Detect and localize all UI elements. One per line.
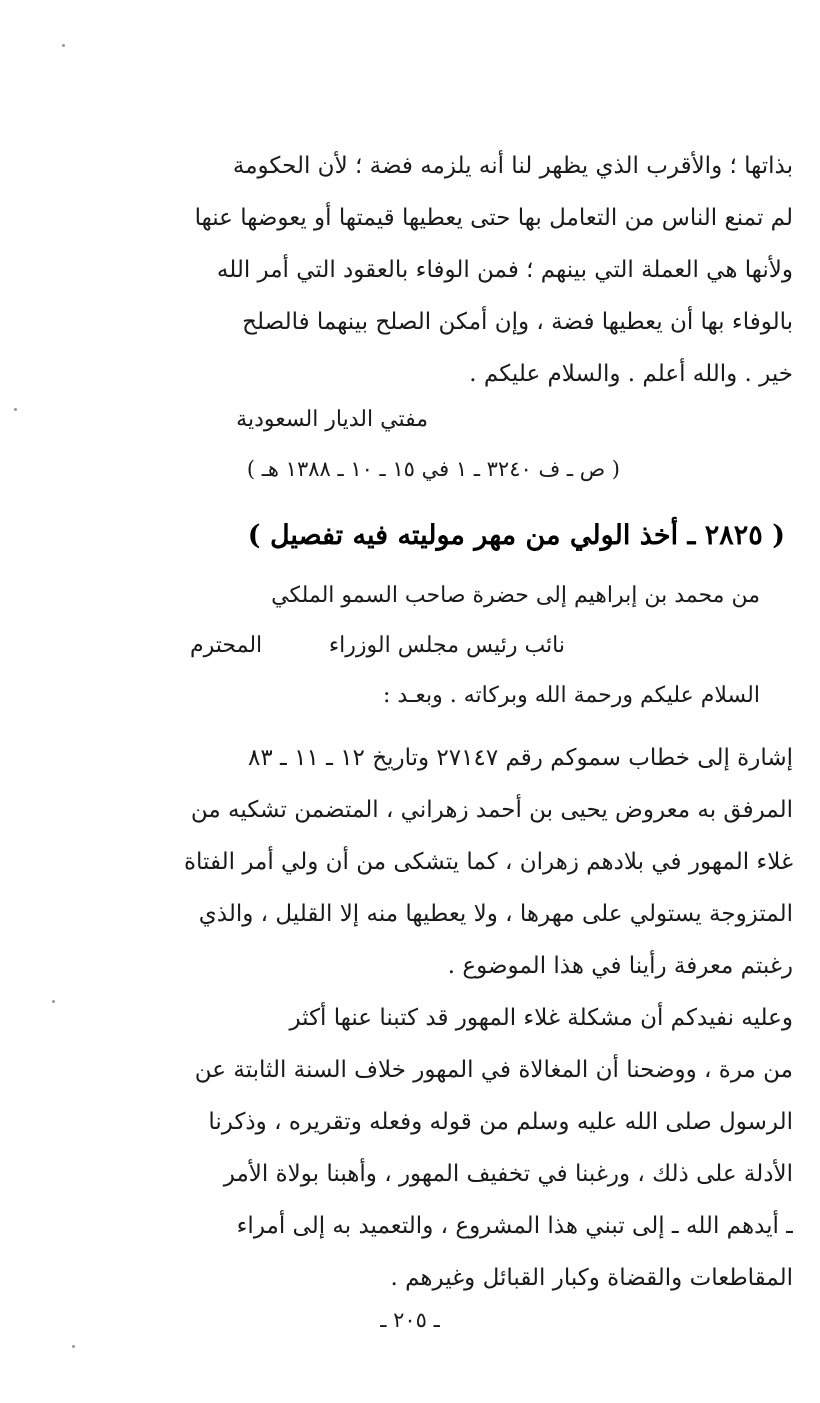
paragraph-line: المرفق به معروض يحيى بن أحمد زهراني ، المتضمن تشكيه من [190, 797, 793, 823]
address-from: من محمد بن إبراهيم إلى حضرة صاحب السمو الملكي [271, 583, 760, 608]
paragraph-line: رغبتم معرفة رأينا في هذا الموضوع . [447, 953, 793, 979]
scan-speck [72, 1345, 75, 1348]
paragraph-line: المتزوجة يستولي على مهرها ، ولا يعطيها منه إلا القليل ، والذي [198, 901, 793, 927]
paragraph-line: غلاء المهور في بلادهم زهران ، كما يتشكى من أن ولي أمر الفتاة [184, 849, 793, 875]
paragraph-line: من مرة ، ووضحنا أن المغالاة في المهور خلاف السنة الثابتة عن [194, 1057, 793, 1083]
greeting: السلام عليكم ورحمة الله وبركاته . وبعـد : [383, 683, 760, 708]
page-number: ـ ٢٠٥ ـ [380, 1308, 440, 1332]
paragraph-line: خير . والله أعلم . والسلام عليكم . [469, 361, 793, 387]
paragraph-line: الأدلة على ذلك ، ورغبنا في تخفيف المهور ، وأهبنا بولاة الأمر [223, 1161, 793, 1187]
scan-speck [62, 44, 65, 47]
scan-speck [14, 408, 17, 411]
paragraph-1 [161, 140, 793, 400]
paragraph-line: وعليه نفيدكم أن مشكلة غلاء المهور قد كتبنا عنها أكثر [289, 1005, 793, 1031]
paragraph-2 [161, 732, 793, 992]
section-heading: ( ٢٨٢٥ ـ أخذ الولي من مهر موليته فيه تفصيل ) [247, 520, 785, 551]
paragraph-line: لم تمنع الناس من التعامل بها حتى يعطيها قيمتها أو يعوضها عنها [194, 205, 793, 231]
paragraph-line: الرسول صلى الله عليه وسلم من قوله وفعله وتقريره ، وذكرنا [208, 1109, 793, 1135]
scan-speck [52, 1000, 55, 1003]
signature: مفتي الديار السعودية [236, 407, 428, 432]
paragraph-line: ولأنها هي العملة التي بينهم ؛ فمن الوفاء بالعقود التي أمر الله [216, 257, 793, 283]
address-honorific: المحترم [190, 633, 263, 658]
address-title: نائب رئيس مجلس الوزراء [328, 633, 565, 658]
paragraph-line: المقاطعات والقضاة وكبار القبائل وغيرهم . [390, 1265, 793, 1291]
paragraph-line: ـ أيدهم الله ـ إلى تبني هذا المشروع ، والتعميد به إلى أمراء [236, 1213, 793, 1239]
paragraph-line: إشارة إلى خطاب سموكم رقم ٢٧١٤٧ وتاريخ ١٢ ـ ١١ ـ ٨٣ [248, 745, 793, 771]
paragraph-3 [161, 992, 793, 1304]
paragraph-line: بالوفاء بها أن يعطيها فضة ، وإن أمكن الصلح بينهما فالصلح [242, 309, 793, 335]
reference-number: ( ص ـ ف ٣٢٤٠ ـ ١ في ١٥ ـ ١٠ ـ ١٣٨٨ هـ ) [246, 457, 620, 481]
paragraph-line: بذاتها ؛ والأقرب الذي يظهر لنا أنه يلزمه فضة ؛ لأن الحكومة [232, 153, 793, 179]
